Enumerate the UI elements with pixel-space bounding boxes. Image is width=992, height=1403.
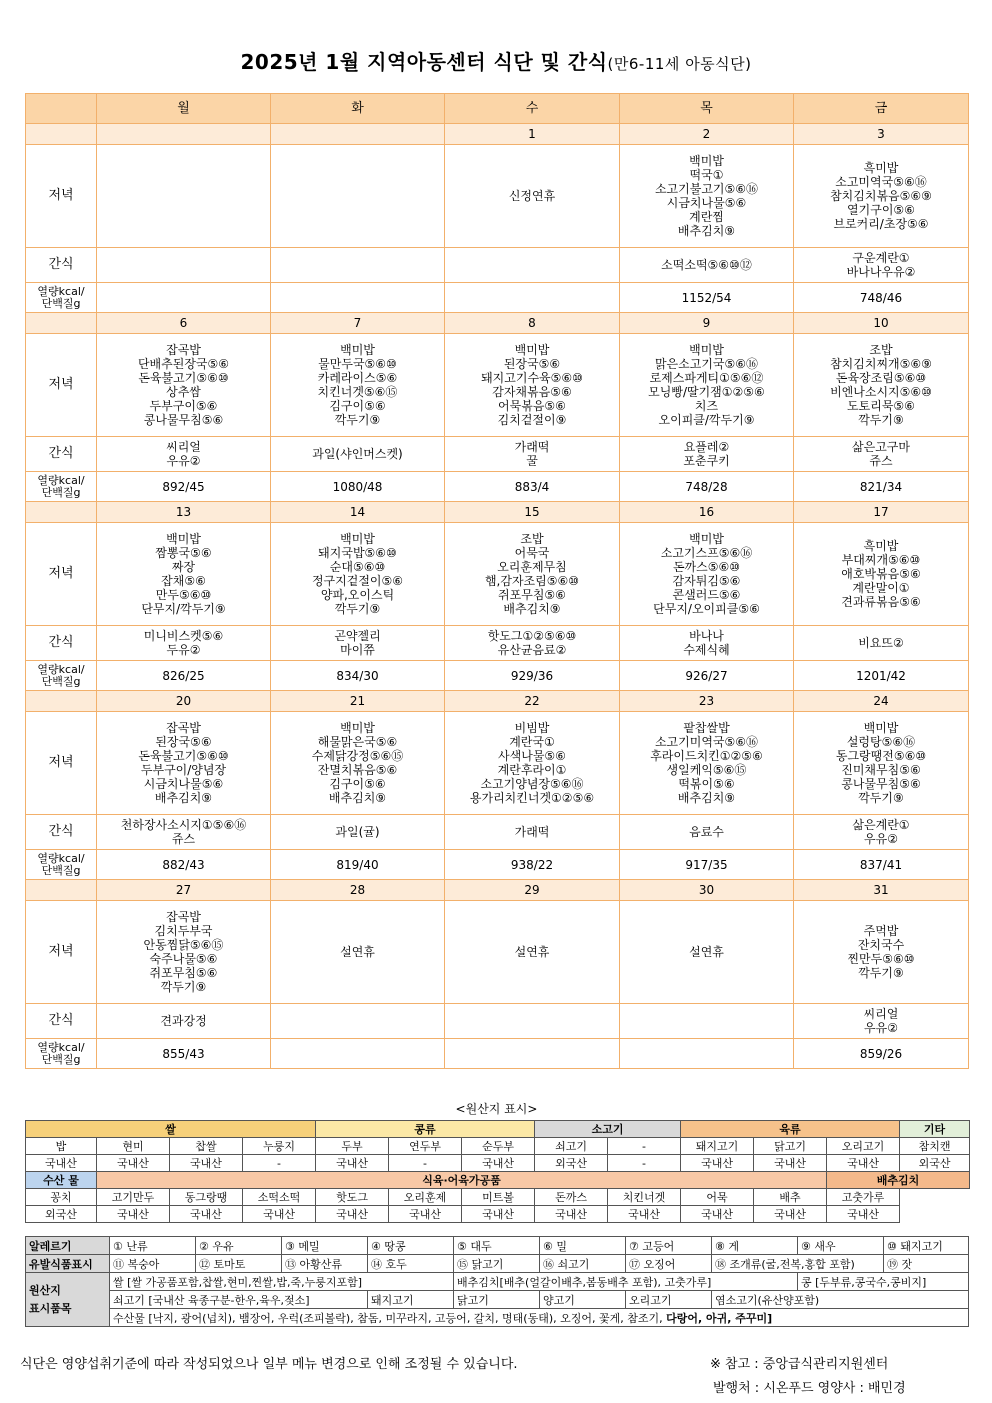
origin-item: 오리훈제 [389, 1189, 462, 1206]
snack-menu-cell [445, 1004, 620, 1039]
date-cell: 9 [620, 313, 794, 334]
date-row-label [26, 124, 97, 145]
kcal-label [26, 661, 97, 691]
dinner-menu-cell: 백미밥 소고기스프⑤⑥⑯ 돈까스⑤⑥⑩ 감자튀김⑤⑥ 콘샐러드⑤⑥ 단무지/오이피클⑤⑥ [620, 523, 794, 626]
date-row [26, 124, 969, 145]
snack-menu-cell: 곤약젤리 마이쮸 [271, 626, 445, 661]
kcal-label-2: 단백질g [41, 296, 81, 310]
dinner-row [26, 901, 969, 1004]
dinner-label: 저녁 [26, 145, 97, 248]
allergen-item: ⑲ 잣 [884, 1255, 969, 1273]
origin-value: 국내산 [316, 1155, 389, 1172]
origin-item: 꽁치 [26, 1189, 97, 1206]
origin-chicken-text: 닭고기 [454, 1291, 540, 1309]
group-etc: 기타 [900, 1121, 970, 1138]
origin-value: 국내산 [681, 1206, 754, 1223]
group-kimchi: 배추김치 [827, 1172, 970, 1189]
snack-menu-cell [271, 248, 445, 283]
footer-reference: ※ 참고 : 중앙급식관리지원센터 [710, 1357, 889, 1372]
date-cell: 16 [620, 502, 794, 523]
date-row-label [26, 691, 97, 712]
snack-row [26, 437, 969, 472]
origin-rice-text: 쌀 [쌀 가공품포함,찹쌀,현미,찐쌀,밥,죽,누룽지포함] [110, 1273, 454, 1291]
dinner-menu-cell: 설연휴 [620, 901, 794, 1004]
dinner-menu-cell: 백미밥 짬뽕국⑤⑥ 짜장 잡채⑤⑥ 만두⑤⑥⑩ 단무지/깍두기⑨ [97, 523, 271, 626]
kcal-value-cell: 826/25 [97, 661, 271, 691]
dinner-menu-cell: 설연휴 [445, 901, 620, 1004]
origin-value: 국내산 [608, 1206, 681, 1223]
kcal-row [26, 283, 969, 313]
date-cell: 23 [620, 691, 794, 712]
dinner-menu-cell: 흑미밥 부대찌개⑤⑥⑩ 애호박볶음⑤⑥ 계란말이① 견과류볶음⑤⑥ [794, 523, 969, 626]
kcal-label-1: 열량kcal/ [37, 473, 85, 487]
dinner-menu-cell: 백미밥 된장국⑤⑥ 돼지고기수육⑤⑥⑩ 감자채볶음⑤⑥ 어묵볶음⑤⑥ 김치겉절이⑨ [445, 334, 620, 437]
kcal-value-cell [97, 283, 271, 313]
allergy-table [25, 1236, 969, 1327]
snack-label: 간식 [26, 248, 97, 283]
origin-item: - [608, 1138, 681, 1155]
kcal-row [26, 850, 969, 880]
origin-items-row-c [26, 1309, 969, 1327]
origin-item: 돼지고기 [681, 1138, 754, 1155]
date-cell [271, 124, 445, 145]
kcal-value-cell: 882/43 [97, 850, 271, 880]
page-title [0, 46, 992, 75]
origin-items-row-b [26, 1291, 969, 1309]
date-cell: 6 [97, 313, 271, 334]
origin-item: 치킨너겟 [608, 1189, 681, 1206]
origin-item: 미트볼 [462, 1189, 535, 1206]
snack-menu-cell: 미니비스켓⑤⑥ 두유② [97, 626, 271, 661]
origin-item: 고기만두 [97, 1189, 170, 1206]
kcal-value-cell [271, 1039, 445, 1069]
kcal-label-2: 단백질g [41, 674, 81, 688]
weekday-header-row [26, 94, 969, 124]
origin-item: 동그랑땡 [170, 1189, 243, 1206]
allergen-item: ⑩ 돼지고기 [884, 1237, 969, 1255]
kcal-label-1: 열량kcal/ [37, 284, 85, 298]
origin-value: 국내산 [754, 1155, 827, 1172]
origin-item: 두부 [316, 1138, 389, 1155]
origin-item: 오리고기 [827, 1138, 900, 1155]
snack-menu-cell: 구운계란① 바나나우유② [794, 248, 969, 283]
kcal-value-cell: 1080/48 [271, 472, 445, 502]
snack-row [26, 248, 969, 283]
origin-value: - [243, 1155, 316, 1172]
origin-value: 국내산 [462, 1155, 535, 1172]
snack-menu-cell: 비요뜨② [794, 626, 969, 661]
weekday-header: 수 [445, 94, 620, 124]
origin-value: 국내산 [170, 1206, 243, 1223]
dinner-menu-cell: 잡곡밥 된장국⑤⑥ 돈육불고기⑤⑥⑩ 두부구이/양념장 시금치나물⑤⑥ 배추김치⑨ [97, 712, 271, 815]
origin-value: 국내산 [681, 1155, 754, 1172]
origin-value: 국내산 [97, 1155, 170, 1172]
date-row [26, 502, 969, 523]
dinner-menu-cell: 백미밥 물만두국⑤⑥⑩ 카레라이스⑤⑥ 치킨너겟⑤⑥⑮ 김구이⑤⑥ 깍두기⑨ [271, 334, 445, 437]
snack-row [26, 815, 969, 850]
kcal-label [26, 283, 97, 313]
kcal-value-cell: 926/27 [620, 661, 794, 691]
origin-label-2: 표시품목 [29, 1301, 72, 1315]
dinner-menu-cell: 잡곡밥 단배추된장국⑤⑥ 돈육불고기⑤⑥⑩ 상추쌈 두부구이⑤⑥ 콩나물무침⑤⑥ [97, 334, 271, 437]
allergen-item: ⑮ 닭고기 [454, 1255, 540, 1273]
kcal-label-1: 열량kcal/ [37, 662, 85, 676]
origin-items-row-a [26, 1273, 969, 1291]
date-cell: 24 [794, 691, 969, 712]
header-corner [26, 94, 97, 124]
kcal-row [26, 661, 969, 691]
kcal-label [26, 472, 97, 502]
origin-value: 국내산 [243, 1206, 316, 1223]
weekday-header: 금 [794, 94, 969, 124]
kcal-label-2: 단백질g [41, 863, 81, 877]
snack-menu-cell [271, 1004, 445, 1039]
dinner-menu-cell: 흑미밥 소고미역국⑤⑥⑯ 참치김치볶음⑤⑥⑨ 열기구이⑤⑥ 브로커리/초장⑤⑥ [794, 145, 969, 248]
origin-item: 배추 [754, 1189, 827, 1206]
origin-item: 찹쌀 [170, 1138, 243, 1155]
origin-items-label [26, 1273, 110, 1327]
snack-menu-cell: 가래떡 [445, 815, 620, 850]
origin-values-row-2 [26, 1206, 970, 1223]
dinner-menu-cell [97, 145, 271, 248]
snack-menu-cell: 천하장사소시지①⑤⑥⑯ 쥬스 [97, 815, 271, 850]
date-cell: 22 [445, 691, 620, 712]
date-cell [97, 124, 271, 145]
origin-value: 국내산 [827, 1155, 900, 1172]
date-row-label [26, 313, 97, 334]
dinner-label: 저녁 [26, 523, 97, 626]
origin-value: - [389, 1155, 462, 1172]
allergen-item: ⑬ 아황산류 [282, 1255, 368, 1273]
snack-menu-cell: 씨리얼 우유② [794, 1004, 969, 1039]
origin-value: 국내산 [26, 1155, 97, 1172]
allergen-item: ⑪ 복숭아 [110, 1255, 196, 1273]
group-beans: 콩류 [316, 1121, 535, 1138]
kcal-value-cell [445, 283, 620, 313]
dinner-row [26, 523, 969, 626]
kcal-value-cell: 819/40 [271, 850, 445, 880]
dinner-menu-cell: 팥찹쌀밥 소고기미역국⑤⑥⑯ 후라이드치킨①②⑤⑥ 생일케익⑤⑥⑮ 떡볶이⑤⑥ 배추김치⑨ [620, 712, 794, 815]
allergen-item: ⑧ 게 [712, 1237, 798, 1255]
dinner-row [26, 712, 969, 815]
kcal-value-cell: 821/34 [794, 472, 969, 502]
date-cell: 29 [445, 880, 620, 901]
snack-menu-cell: 과일(귤) [271, 815, 445, 850]
date-cell: 28 [271, 880, 445, 901]
snack-menu-cell: 씨리얼 우유② [97, 437, 271, 472]
dinner-row [26, 334, 969, 437]
date-cell: 13 [97, 502, 271, 523]
origin-value: 국내산 [97, 1206, 170, 1223]
kcal-value-cell: 859/26 [794, 1039, 969, 1069]
group-processed: 식육·어육가공품 [97, 1172, 827, 1189]
group-rice: 쌀 [26, 1121, 316, 1138]
snack-menu-cell: 가래떡 꿀 [445, 437, 620, 472]
date-row [26, 691, 969, 712]
date-cell: 30 [620, 880, 794, 901]
origin-item: 현미 [97, 1138, 170, 1155]
origin-group-row-1 [26, 1121, 970, 1138]
snack-row [26, 1004, 969, 1039]
kcal-value-cell: 1201/42 [794, 661, 969, 691]
origin-item: 순두부 [462, 1138, 535, 1155]
origin-lamb-text: 양고기 [540, 1291, 626, 1309]
title-main: 2025년 1월 지역아동센터 식단 및 간식 [240, 50, 608, 74]
date-cell: 20 [97, 691, 271, 712]
dinner-label: 저녁 [26, 334, 97, 437]
snack-menu-cell [445, 248, 620, 283]
allergen-item: ⑯ 쇠고기 [540, 1255, 626, 1273]
origin-value: - [608, 1155, 681, 1172]
origin-beef-text: 쇠고기 [국내산 육종구분-한우,육우,젖소] [110, 1291, 368, 1309]
snack-label: 간식 [26, 437, 97, 472]
dinner-label: 저녁 [26, 712, 97, 815]
kcal-value-cell: 748/46 [794, 283, 969, 313]
origin-items-row-2 [26, 1189, 970, 1206]
date-cell: 7 [271, 313, 445, 334]
dinner-menu-cell: 백미밥 해물맑은국⑤⑥ 수제닭강정⑤⑥⑮ 잔멸치볶음⑤⑥ 김구이⑤⑥ 배추김치⑨ [271, 712, 445, 815]
origin-value: 국내산 [535, 1206, 608, 1223]
dinner-menu-cell: 신정연휴 [445, 145, 620, 248]
kcal-value-cell: 834/30 [271, 661, 445, 691]
date-row [26, 880, 969, 901]
allergen-item: ⑤ 대두 [454, 1237, 540, 1255]
date-cell: 1 [445, 124, 620, 145]
date-row-label [26, 880, 97, 901]
kcal-value-cell [620, 1039, 794, 1069]
dinner-label: 저녁 [26, 901, 97, 1004]
origin-table [25, 1120, 970, 1223]
origin-value: 국내산 [389, 1206, 462, 1223]
kcal-label [26, 850, 97, 880]
origin-seafood-text [110, 1309, 969, 1327]
snack-menu-cell: 과일(샤인머스켓) [271, 437, 445, 472]
origin-value: 국내산 [170, 1155, 243, 1172]
snack-menu-cell [620, 1004, 794, 1039]
allergen-item: ① 난류 [110, 1237, 196, 1255]
title-sub: (만6-11세 아동식단) [607, 55, 752, 73]
footer-note: 식단은 영양섭취기준에 따라 작성되었으나 일부 메뉴 변경으로 인해 조정될 수 있습니다. [20, 1357, 518, 1372]
weekday-header: 월 [97, 94, 271, 124]
origin-item: 돈까스 [535, 1189, 608, 1206]
dinner-menu-cell: 백미밥 떡국① 소고기불고기⑤⑥⑯ 시금치나물⑤⑥ 계란찜 배추김치⑨ [620, 145, 794, 248]
origin-value: 국내산 [827, 1206, 900, 1223]
kcal-value-cell: 938/22 [445, 850, 620, 880]
origin-pork-text: 돼지고기 [368, 1291, 454, 1309]
dinner-menu-cell: 조밥 참치김치찌개⑤⑥⑨ 돈육장조림⑤⑥⑩ 비엔나소시지⑤⑥⑩ 도토리묵⑤⑥ 깍두기⑨ [794, 334, 969, 437]
snack-menu-cell: 소떡소떡⑤⑥⑩⑫ [620, 248, 794, 283]
origin-item: 연두부 [389, 1138, 462, 1155]
date-row [26, 313, 969, 334]
kcal-value-cell: 892/45 [97, 472, 271, 502]
origin-title: <원산지 표시> [455, 1102, 538, 1116]
date-cell: 15 [445, 502, 620, 523]
origin-items-row-1 [26, 1138, 970, 1155]
date-cell: 10 [794, 313, 969, 334]
allergen-item: ⑭ 호두 [368, 1255, 454, 1273]
kcal-label-2: 단백질g [41, 485, 81, 499]
snack-menu-cell: 견과강정 [97, 1004, 271, 1039]
origin-duck-text: 오리고기 [626, 1291, 712, 1309]
group-seafood: 수산 물 [26, 1172, 97, 1189]
date-cell: 31 [794, 880, 969, 901]
dinner-menu-cell: 잡곡밥 김치두부국 안동찜닭⑤⑥⑮ 숙주나물⑤⑥ 쥐포무침⑤⑥ 깍두기⑨ [97, 901, 271, 1004]
origin-value: 국내산 [316, 1206, 389, 1223]
kcal-value-cell: 837/41 [794, 850, 969, 880]
snack-menu-cell: 삶은고구마 쥬스 [794, 437, 969, 472]
origin-seafood-bold: 다랑어, 아귀, 주꾸미] [666, 1311, 773, 1325]
allergen-item: ③ 메밀 [282, 1237, 368, 1255]
origin-seafood-line: 수산물 [낙지, 광어(넙치), 뱀장어, 우럭(조피볼락), 참돔, 미꾸라지, 고등어, 갈치, 명태(동태), 오징어, 꽃게, 참조기, [113, 1311, 663, 1325]
date-row-label [26, 502, 97, 523]
origin-value: 국내산 [754, 1206, 827, 1223]
kcal-label-2: 단백질g [41, 1052, 81, 1066]
origin-value: 국내산 [462, 1206, 535, 1223]
allergy-label: 알레르기 [26, 1237, 110, 1255]
origin-item: 소떡소떡 [243, 1189, 316, 1206]
snack-label: 간식 [26, 1004, 97, 1039]
kcal-value-cell: 883/4 [445, 472, 620, 502]
date-cell: 8 [445, 313, 620, 334]
kcal-value-cell: 1152/54 [620, 283, 794, 313]
allergen-item: ② 우유 [196, 1237, 282, 1255]
date-cell: 17 [794, 502, 969, 523]
snack-menu-cell: 핫도그①②⑤⑥⑩ 유산균음료② [445, 626, 620, 661]
dinner-row [26, 145, 969, 248]
origin-item: 어묵 [681, 1189, 754, 1206]
origin-item: 쇠고기 [535, 1138, 608, 1155]
weekday-header: 화 [271, 94, 445, 124]
allergen-item: ④ 땅콩 [368, 1237, 454, 1255]
date-cell: 14 [271, 502, 445, 523]
kcal-value-cell: 855/43 [97, 1039, 271, 1069]
allergen-item: ⑥ 밀 [540, 1237, 626, 1255]
kcal-value-cell: 929/36 [445, 661, 620, 691]
kcal-value-cell [445, 1039, 620, 1069]
snack-menu-cell: 음료수 [620, 815, 794, 850]
snack-menu-cell: 요플레② 포춘쿠키 [620, 437, 794, 472]
origin-group-row-2 [26, 1172, 970, 1189]
allergen-item: ⑫ 토마토 [196, 1255, 282, 1273]
origin-item: 누룽지 [243, 1138, 316, 1155]
snack-row [26, 626, 969, 661]
date-cell: 21 [271, 691, 445, 712]
origin-value: 외국산 [26, 1206, 97, 1223]
date-cell: 2 [620, 124, 794, 145]
snack-label: 간식 [26, 626, 97, 661]
allergen-item: ⑱ 조개류(굴,전복,홍합 포함) [712, 1255, 884, 1273]
dinner-menu-cell: 백미밥 설렁탕⑤⑥⑯ 동그랑땡전⑤⑥⑩ 진미채무침⑤⑥ 콩나물무침⑤⑥ 깍두기⑨ [794, 712, 969, 815]
footer-publisher: 발행처 : 시온푸드 영양사 : 배민경 [713, 1381, 906, 1396]
snack-menu-cell: 바나나 수제식혜 [620, 626, 794, 661]
origin-item: 고춧가루 [827, 1189, 900, 1206]
kcal-value-cell: 748/28 [620, 472, 794, 502]
allergy-row-2 [26, 1255, 969, 1273]
date-cell: 3 [794, 124, 969, 145]
origin-beans-text: 콩 [두부류,콩국수,콩비지] [798, 1273, 969, 1291]
dinner-menu-cell: 비빔밥 계란국① 사색나물⑤⑥ 계란후라이① 소고기양념장⑤⑥⑯ 용가리치킨너겟①②⑤⑥ [445, 712, 620, 815]
group-meat: 육류 [681, 1121, 900, 1138]
origin-item: 참치캔 [900, 1138, 970, 1155]
kcal-label [26, 1039, 97, 1069]
kcal-row [26, 1039, 969, 1069]
origin-goat-text: 염소고기(유산양포함) [712, 1291, 969, 1309]
kcal-label-1: 열량kcal/ [37, 851, 85, 865]
weekday-header: 목 [620, 94, 794, 124]
origin-value: 외국산 [900, 1155, 970, 1172]
origin-values-row-1 [26, 1155, 970, 1172]
snack-label: 간식 [26, 815, 97, 850]
dinner-menu-cell [271, 145, 445, 248]
date-cell: 27 [97, 880, 271, 901]
allergen-item: ⑰ 오징어 [626, 1255, 712, 1273]
kcal-label-1: 열량kcal/ [37, 1040, 85, 1054]
kcal-value-cell: 917/35 [620, 850, 794, 880]
origin-item: 닭고기 [754, 1138, 827, 1155]
origin-value: 외국산 [535, 1155, 608, 1172]
allergy-label-2: 유발식품표시 [26, 1255, 110, 1273]
dinner-menu-cell: 주먹밥 잔치국수 찐만두⑤⑥⑩ 깍두기⑨ [794, 901, 969, 1004]
allergy-row-1 [26, 1237, 969, 1255]
origin-item: 핫도그 [316, 1189, 389, 1206]
group-beef: 소고기 [535, 1121, 681, 1138]
origin-item: 밥 [26, 1138, 97, 1155]
dinner-menu-cell: 백미밥 돼지국밥⑤⑥⑩ 순대⑤⑥⑩ 정구지겉절이⑤⑥ 양파,오이스틱 깍두기⑨ [271, 523, 445, 626]
menu-table [25, 93, 969, 1069]
origin-kimchi-text: 배추김치[배추(얼갈이배추,봄동배추 포함), 고춧가루] [454, 1273, 798, 1291]
allergen-item: ⑦ 고등어 [626, 1237, 712, 1255]
dinner-menu-cell: 조밥 어묵국 오리훈제무침 햄,감자조림⑤⑥⑩ 쥐포무침⑤⑥ 배추김치⑨ [445, 523, 620, 626]
snack-menu-cell [97, 248, 271, 283]
dinner-menu-cell: 백미밥 맑은소고기국⑤⑥⑯ 로제스파게티①⑤⑥⑫ 모닝빵/딸기잼①②⑤⑥ 치즈 오이피클/깍두기⑨ [620, 334, 794, 437]
snack-menu-cell: 삶은계란① 우유② [794, 815, 969, 850]
allergen-item: ⑨ 새우 [798, 1237, 884, 1255]
kcal-value-cell [271, 283, 445, 313]
kcal-row [26, 472, 969, 502]
dinner-menu-cell: 설연휴 [271, 901, 445, 1004]
origin-label-1: 원산지 [29, 1283, 61, 1297]
